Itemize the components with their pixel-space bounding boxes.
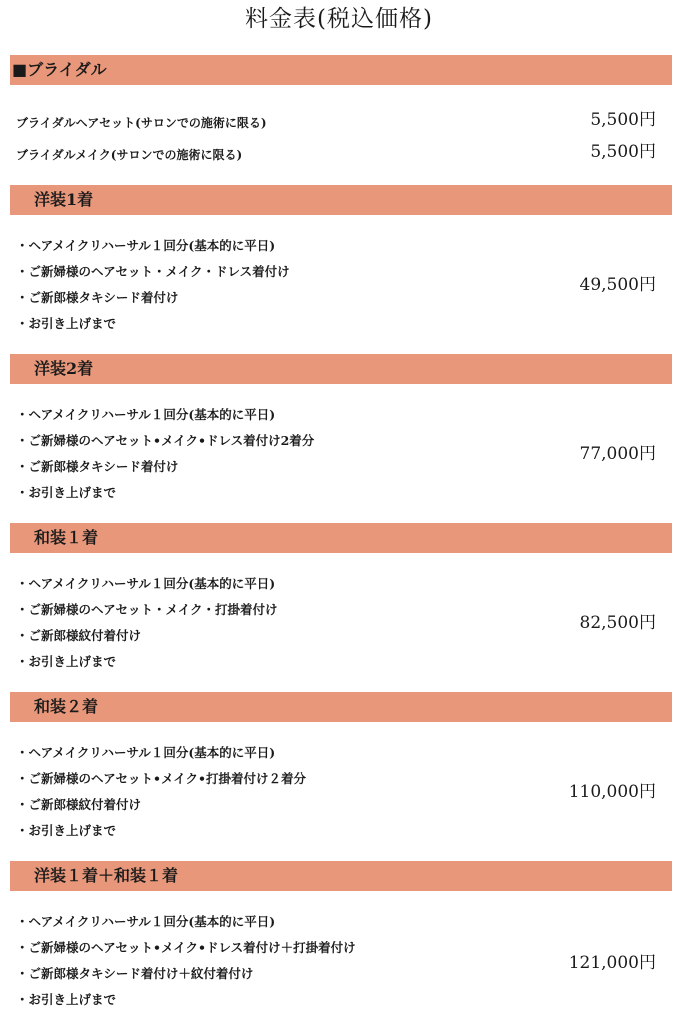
package-line: ・ヘアメイクリハーサル１回分(基本的に平日) [16,407,276,422]
service-price: 5,500円 [590,142,656,162]
package-line: ・ご新婦様のヘアセット•メイク•ドレス着付け2着分 [16,433,315,448]
section-heading: 和装１着 [34,528,99,547]
section-band [10,185,672,215]
package-line: ・お引き上げまで [16,654,117,669]
package-line: ・ご新婦様のヘアセット•メイク•ドレス着付け＋打掛着付け [16,940,356,955]
package-line: ・ご新婦様のヘアセット•メイク•打掛着付け２着分 [16,771,306,786]
package-line: ・ヘアメイクリハーサル１回分(基本的に平日) [16,745,276,760]
package-line: ・ヘアメイクリハーサル１回分(基本的に平日) [16,238,276,253]
section-heading: 洋装１着＋和装１着 [34,866,179,885]
section-heading: 和装２着 [34,697,99,716]
section-band [10,55,672,85]
section-band [10,523,672,553]
package-price: 82,500円 [579,613,656,633]
package-line: ・お引き上げまで [16,485,117,500]
page-title: 料金表(税込価格) [245,6,433,32]
service-label: ブライダルメイク(サロンでの施術に限る) [16,148,243,162]
package-line: ・お引き上げまで [16,992,117,1007]
section-band [10,861,672,891]
package-line: ・ご新郎様タキシード着付け [16,290,179,305]
package-price: 77,000円 [579,444,656,464]
package-line: ・お引き上げまで [16,316,117,331]
package-line: ・ご新郎様タキシード着付け [16,459,179,474]
service-price: 5,500円 [590,110,656,130]
package-line: ・ご新婦様のヘアセット・メイク・ドレス着付け [16,264,290,279]
package-price: 49,500円 [579,275,656,295]
package-line: ・ご新郎様紋付着付け [16,628,142,643]
section-band [10,354,672,384]
package-line: ・お引き上げまで [16,823,117,838]
package-price: 110,000円 [568,782,656,802]
section-heading: ■ブライダル [12,60,107,79]
package-line: ・ヘアメイクリハーサル１回分(基本的に平日) [16,576,276,591]
package-line: ・ヘアメイクリハーサル１回分(基本的に平日) [16,914,276,929]
service-label: ブライダルヘアセット(サロンでの施術に限る) [16,116,267,130]
package-line: ・ご新郎様タキシード着付け＋紋付着付け [16,966,254,981]
section-band [10,692,672,722]
package-line: ・ご新郎様紋付着付け [16,797,142,812]
package-line: ・ご新婦様のヘアセット・メイク・打掛着付け [16,602,278,617]
package-price: 121,000円 [568,953,656,973]
section-heading: 洋装1着 [34,190,94,209]
section-heading: 洋装2着 [34,359,94,378]
